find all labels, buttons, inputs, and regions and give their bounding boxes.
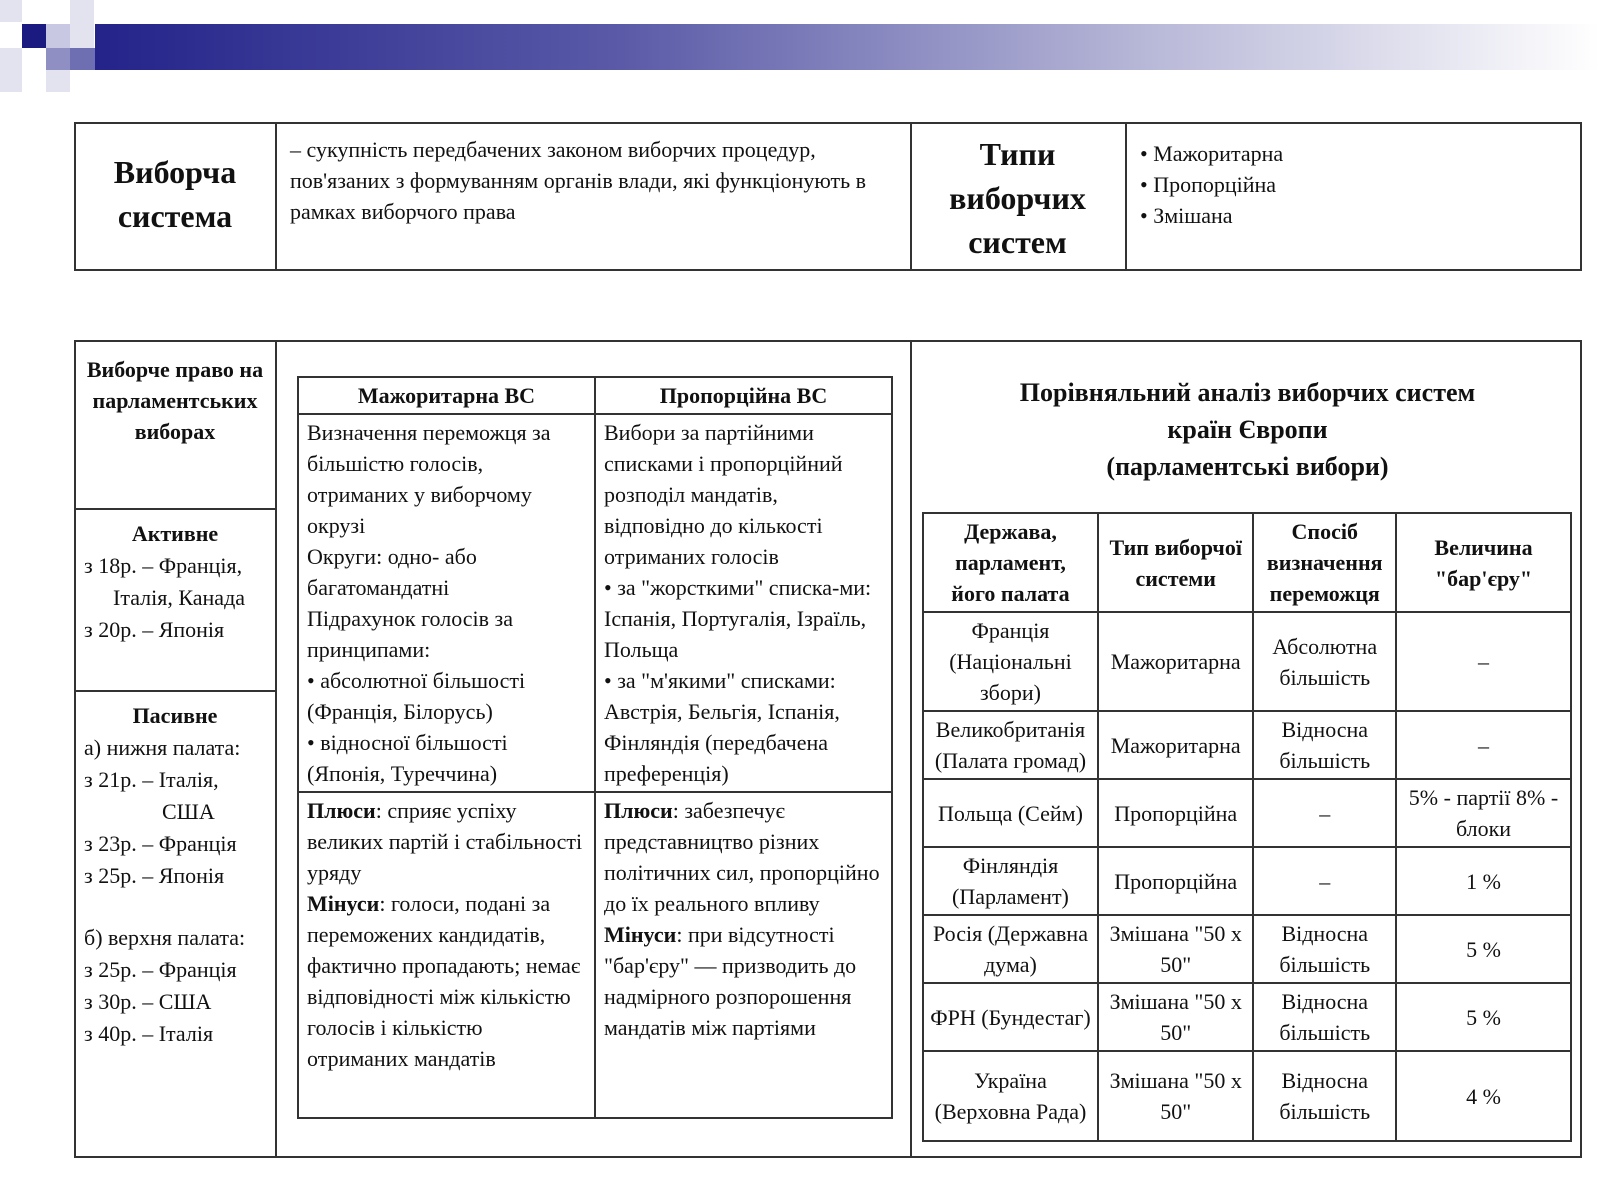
table-row <box>923 1051 1571 1141</box>
type-cell: Змішана "50 х 50" <box>1098 983 1254 1051</box>
table-row <box>923 983 1571 1051</box>
definition-term: Виборча система <box>113 154 237 234</box>
barrier-cell: 1 % <box>1396 847 1571 915</box>
method-cell: Відносна більшість <box>1253 915 1396 983</box>
active-line: з 18р. – Франція, <box>84 553 243 578</box>
passive-line: з 23р. – Франція <box>84 831 237 856</box>
passive-line: з 30р. – США <box>84 989 212 1014</box>
majoritarian-line: Округи: одно- або багатомандатні <box>307 544 477 600</box>
majoritarian-line: • абсолютної більшості (Франція, Білорусь) <box>307 668 526 724</box>
type-cell: Пропорційна <box>1098 847 1254 915</box>
systems-header: Мажоритарна ВС <box>298 377 595 414</box>
passive-line: з 25р. – Японія <box>84 863 225 888</box>
table-row <box>923 612 1571 711</box>
passive-line: з 40р. – Італія <box>84 1021 214 1046</box>
state-cell: Україна (Верховна Рада) <box>923 1051 1098 1141</box>
definition-text: – сукупність передбачених законом виборчих процедур, пов'язаних з формуванням органів влади, які функціонують в рамках виборчого права <box>290 137 867 224</box>
state-cell: ФРН (Бундестаг) <box>923 983 1098 1051</box>
state-cell: Росія (Державна дума) <box>923 915 1098 983</box>
plus-label: Плюси <box>604 798 673 823</box>
types-title: Типи виборчих систем <box>949 136 1086 260</box>
types-list <box>1140 138 1440 231</box>
types-item: • Змішана <box>1140 200 1440 231</box>
minus-label: Мінуси <box>307 891 380 916</box>
majoritarian-line: • відносної більшості (Японія, Туреччина) <box>307 730 508 786</box>
type-cell: Змішана "50 х 50" <box>1098 915 1254 983</box>
method-cell: Відносна більшість <box>1253 1051 1396 1141</box>
header-decor-square <box>46 24 70 48</box>
header-decor-square <box>46 48 70 70</box>
header-decor-square <box>46 70 70 92</box>
minus-text: : при відсутності "бар'єру" — призводить до надмірного розпорошення мандатів між партіями <box>604 922 857 1040</box>
minus-text: : голоси, подані за переможених кандидатів, фактично пропадають; немає відповідності між кількістю голосів і кількістю отриманих мандатів <box>307 891 581 1071</box>
proportional-line: • за "жорсткими" списка-ми: Іспанія, Португалія, Ізраїль, Польща <box>604 575 872 662</box>
passive-title: Пасивне <box>132 703 218 728</box>
type-cell: Мажоритарна <box>1098 711 1254 779</box>
comparison-title <box>925 374 1570 485</box>
majoritarian-pros-cons <box>298 792 595 1118</box>
comparison-table <box>922 512 1572 1142</box>
type-cell: Змішана "50 х 50" <box>1098 1051 1254 1141</box>
plus-text: : сприяє успіху великих партій і стабільності уряду <box>307 798 583 885</box>
passive-upper-title: б) верхня палата: <box>84 925 246 950</box>
passive-line: США <box>162 799 215 824</box>
passive-line: з 21р. – Італія, <box>84 767 219 792</box>
method-cell: – <box>1253 847 1396 915</box>
minus-label: Мінуси <box>604 922 677 947</box>
table-row <box>923 847 1571 915</box>
type-cell: Пропорційна <box>1098 779 1254 847</box>
barrier-cell: – <box>1396 612 1571 711</box>
comparison-title-line: Порівняльний аналіз виборчих систем <box>1019 378 1476 407</box>
plus-text: : забезпечує представництво різних політичних сил, пропорційно до їх реального впливу <box>604 798 880 916</box>
state-cell: Фінляндія (Парламент) <box>923 847 1098 915</box>
method-cell: Відносна більшість <box>1253 711 1396 779</box>
proportional-pros-cons <box>595 792 892 1118</box>
comparison-header: Спосіб визначення переможця <box>1253 513 1396 612</box>
header-decor-square <box>0 0 22 22</box>
majoritarian-line: Визначення переможця за більшістю голосів, отриманих у виборчому окрузі <box>307 420 551 538</box>
header-gradient-bar <box>95 24 1600 70</box>
state-cell: Франція (Національні збори) <box>923 612 1098 711</box>
barrier-cell: 5 % <box>1396 983 1571 1051</box>
proportional-line: • за "м'якими" списками: Австрія, Бельгія, Іспанія, Фінляндія (передбачена преференція) <box>604 668 840 786</box>
table-row <box>923 779 1571 847</box>
systems-header: Пропорційна ВС <box>595 377 892 414</box>
systems-table <box>297 376 893 1119</box>
passive-lower-title: а) нижня палата: <box>84 735 241 760</box>
method-cell: – <box>1253 779 1396 847</box>
active-line: з 20р. – Японія <box>84 617 225 642</box>
types-item: • Мажоритарна <box>1140 138 1440 169</box>
header-decor-square <box>70 48 95 70</box>
header-decor-square <box>0 48 22 92</box>
barrier-cell: – <box>1396 711 1571 779</box>
comparison-title-line: (парламентські вибори) <box>1106 452 1389 481</box>
header-decor-square <box>22 24 46 48</box>
active-title: Активне <box>131 521 219 546</box>
majoritarian-description <box>298 414 595 792</box>
types-item: • Пропорційна <box>1140 169 1440 200</box>
suffrage-title: Виборче право на парламентських виборах <box>86 357 264 444</box>
comparison-header: Держава, парламент, його палата <box>923 513 1098 612</box>
method-cell: Абсолютна більшість <box>1253 612 1396 711</box>
state-cell: Польща (Сейм) <box>923 779 1098 847</box>
comparison-header: Величина "бар'єру" <box>1396 513 1571 612</box>
type-cell: Мажоритарна <box>1098 612 1254 711</box>
active-line: Італія, Канада <box>113 585 246 610</box>
table-row <box>923 711 1571 779</box>
barrier-cell: 5 % <box>1396 915 1571 983</box>
barrier-cell: 5% - партії 8% - блоки <box>1396 779 1571 847</box>
proportional-line: Вибори за партійними списками і пропорційний розподіл мандатів, відповідно до кількості отриманих голосів <box>604 420 843 569</box>
proportional-description <box>595 414 892 792</box>
plus-label: Плюси <box>307 798 376 823</box>
method-cell: Відносна більшість <box>1253 983 1396 1051</box>
header-decor-square <box>70 0 94 48</box>
comparison-header: Тип виборчої системи <box>1098 513 1254 612</box>
comparison-title-line: країн Європи <box>1167 415 1328 444</box>
majoritarian-line: Підрахунок голосів за принципами: <box>307 606 514 662</box>
barrier-cell: 4 % <box>1396 1051 1571 1141</box>
passive-line: з 25р. – Франція <box>84 957 237 982</box>
state-cell: Великобританія (Палата громад) <box>923 711 1098 779</box>
table-row <box>923 915 1571 983</box>
